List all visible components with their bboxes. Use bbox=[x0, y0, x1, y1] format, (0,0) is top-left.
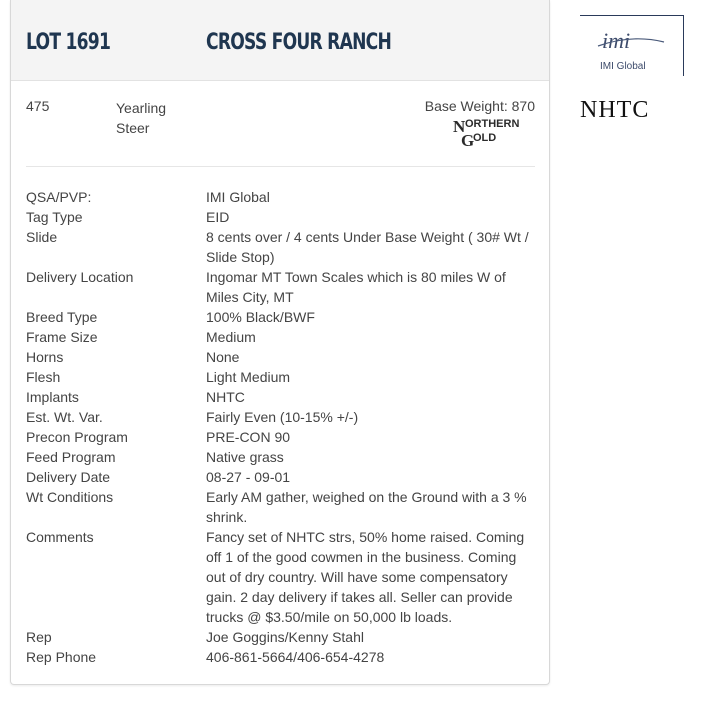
detail-row bbox=[26, 487, 536, 527]
detail-value: None bbox=[206, 349, 240, 365]
detail-row bbox=[26, 527, 536, 627]
imi-logo-text: IMI Global bbox=[600, 61, 646, 72]
detail-row bbox=[26, 327, 536, 347]
detail-label: Est. Wt. Var. bbox=[26, 409, 103, 425]
consignor-name: CROSS FOUR RANCH bbox=[206, 30, 392, 55]
detail-value: Fairly Even (10-15% +/-) bbox=[206, 409, 359, 425]
head-count: 475 bbox=[26, 98, 50, 114]
detail-row bbox=[26, 407, 536, 427]
lot-details bbox=[26, 187, 536, 667]
nhtc-logo: NHTC bbox=[580, 97, 650, 123]
imi-logo-mark: imi bbox=[602, 28, 631, 53]
detail-row bbox=[26, 227, 536, 267]
detail-value: 8 cents over / 4 cents Under Base Weight ( 30# Wt / Slide Stop) bbox=[206, 229, 529, 265]
detail-label: Delivery Date bbox=[26, 469, 111, 485]
detail-row bbox=[26, 187, 536, 207]
detail-value: 100% Black/BWF bbox=[206, 309, 315, 325]
northern-gold-logo bbox=[453, 116, 535, 148]
detail-label: Flesh bbox=[26, 369, 61, 385]
detail-value: PRE-CON 90 bbox=[206, 429, 291, 445]
detail-value: NHTC bbox=[206, 389, 245, 405]
detail-value: Medium bbox=[206, 329, 256, 345]
detail-row bbox=[26, 647, 536, 667]
detail-label: Rep bbox=[26, 629, 52, 645]
detail-row bbox=[26, 447, 536, 467]
detail-label: Delivery Location bbox=[26, 269, 134, 285]
detail-row bbox=[26, 387, 536, 407]
detail-label: Horns bbox=[26, 349, 64, 365]
detail-label: Implants bbox=[26, 389, 79, 405]
detail-row bbox=[26, 427, 536, 447]
lot-number: LOT 1691 bbox=[26, 30, 111, 55]
detail-row bbox=[26, 207, 536, 227]
lot-header bbox=[11, 0, 549, 81]
detail-value: Ingomar MT Town Scales which is 80 miles W of Miles City, MT bbox=[206, 269, 506, 305]
imi-global-logo bbox=[580, 15, 684, 76]
detail-value: Light Medium bbox=[206, 369, 291, 385]
svg-text:ORTHERN: ORTHERN bbox=[465, 118, 520, 130]
detail-value: EID bbox=[206, 209, 230, 225]
detail-label: Frame Size bbox=[26, 329, 98, 345]
detail-value: Joe Goggins/Kenny Stahl bbox=[206, 629, 364, 645]
detail-value: Native grass bbox=[206, 449, 284, 465]
svg-text:OLD: OLD bbox=[473, 132, 497, 144]
detail-value: Early AM gather, weighed on the Ground with a 3 % shrink. bbox=[206, 489, 527, 525]
detail-value: IMI Global bbox=[206, 189, 270, 205]
detail-value: 08-27 - 09-01 bbox=[206, 469, 291, 485]
lot-card bbox=[10, 0, 550, 685]
detail-row bbox=[26, 367, 536, 387]
summary-divider bbox=[26, 166, 535, 167]
base-weight: Base Weight: 870 bbox=[424, 98, 535, 114]
detail-row bbox=[26, 627, 536, 647]
detail-label: Wt Conditions bbox=[26, 489, 114, 505]
detail-label: QSA/PVP: bbox=[26, 189, 92, 205]
detail-label: Comments bbox=[26, 529, 94, 545]
detail-label: Rep Phone bbox=[26, 649, 97, 665]
cattle-class: Yearling Steer bbox=[116, 100, 167, 136]
detail-label: Precon Program bbox=[26, 429, 128, 445]
detail-label: Slide bbox=[26, 229, 58, 245]
detail-label: Feed Program bbox=[26, 449, 116, 465]
detail-label: Breed Type bbox=[26, 309, 98, 325]
detail-value: 406-861-5664/406-654-4278 bbox=[206, 649, 385, 665]
detail-row bbox=[26, 307, 536, 327]
detail-row bbox=[26, 347, 536, 367]
detail-label: Tag Type bbox=[26, 209, 83, 225]
svg-text:N: N bbox=[453, 117, 466, 136]
sidebar-logos bbox=[580, 15, 684, 123]
detail-value: Fancy set of NHTC strs, 50% home raised. Coming off 1 of the good cowmen in the business. Coming out of dry country. Will have some compensatory gain. 2 day delivery if takes all. Seller can provide trucks @ $3.50/mile on 50,000 lb loads. bbox=[206, 529, 525, 625]
lot-summary bbox=[11, 80, 549, 166]
detail-row bbox=[26, 267, 536, 307]
svg-text:G: G bbox=[461, 131, 475, 148]
detail-row bbox=[26, 467, 536, 487]
